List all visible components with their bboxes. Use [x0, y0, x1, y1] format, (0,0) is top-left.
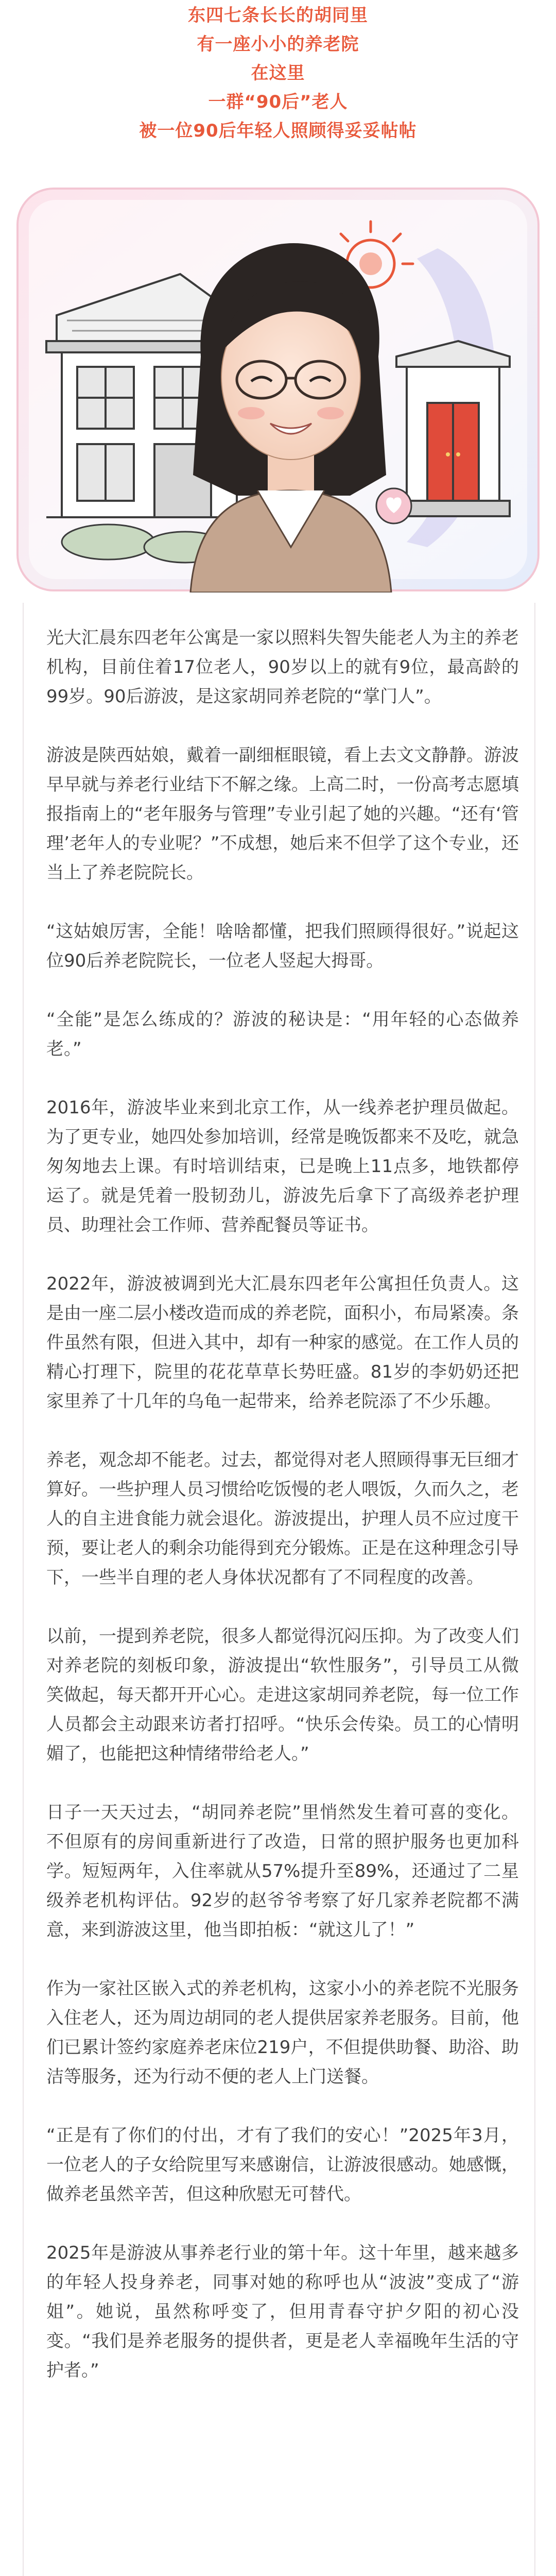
heart-icon: [376, 488, 411, 523]
hero-illustration: [15, 187, 541, 592]
intro-line: 在这里: [251, 63, 305, 83]
article-paragraph: 2016年，游波毕业来到北京工作，从一线养老护理员做起。为了更专业，她四处参加培训，经常是晚饭都来不及吃，就急匆匆地去上课。有时培训结束，已是晚上11点多，地铁都停运了。就是凭着一股韧劲儿，游波先后拿下了高级养老护理员、助理社会工作师、营养配餐员等证书。: [46, 1097, 519, 1235]
intro-line: 东四七条长长的胡同里: [188, 5, 368, 26]
article-paragraph: 日子一天天过去，“胡同养老院”里悄然发生着可喜的变化。不但原有的房间重新进行了改造，日常的照护服务也更加科学。短短两年，入住率就从57%提升至89%，还通过了二星级养老机构评估。92岁的赵爷爷考察了好几家养老院都不满意，来到游波这里，他当即拍板：“就这儿了！”: [46, 1802, 519, 1940]
article-body: [23, 603, 535, 2576]
article-paragraph: 以前，一提到养老院，很多人都觉得沉闷压抑。为了改变人们对养老院的刻板印象，游波提出“软性服务”，引导员工从微笑做起，每天都开开心心。走进这家胡同养老院，每一位工作人员都会主动跟来访者打招呼。“快乐会传染。员工的心情明媚了，也能把这种情绪带给老人。”: [46, 1626, 519, 1764]
article-paragraph: 光大汇晨东四老年公寓是一家以照料失智失能老人为主的养老机构，目前住着17位老人，90岁以上的就有9位，最高龄的99岁。90后游波，是这家胡同养老院的“掌门人”。: [46, 628, 519, 707]
article-paragraph: “正是有了你们的付出，才有了我们的安心！”2025年3月，一位老人的子女给院里写来感谢信，让游波很感动。她感慨，做养老虽然辛苦，但这种欣慰无可替代。: [46, 2125, 519, 2205]
intro-block: [0, 0, 556, 170]
article-paragraph: 2025年是游波从事养老行业的第十年。这十年里，越来越多的年轻人投身养老，同事对她的称呼也从“波波”变成了“游姐”。她说，虽然称呼变了，但用青春守护夕阳的初心没变。“我们是养老服务的提供者，更是老人幸福晚年生活的守护者。”: [46, 2243, 519, 2381]
illustration-svg: [15, 187, 541, 592]
intro-line: 被一位90后年轻人照顾得妥妥帖帖: [139, 121, 417, 141]
intro-line: 有一座小小的养老院: [197, 34, 359, 55]
portrait-illustration: [190, 243, 391, 592]
article-paragraph: 养老，观念却不能老。过去，都觉得对老人照顾得事无巨细才算好。一些护理人员习惯给吃饭慢的老人喂饭，久而久之，老人的自主进食能力就会退化。游波提出，护理人员不应过度干预，要让老人的剩余功能得到充分锻炼。正是在这种理念引导下，一些半自理的老人身体状况都有了不同程度的改善。: [46, 1450, 519, 1588]
article-paragraph: “全能”是怎么练成的？游波的秘诀是：“用年轻的心态做养老。”: [46, 1009, 519, 1059]
article-paragraph: “这姑娘厉害，全能！啥啥都懂，把我们照顾得很好。”说起这位90后养老院院长，一位老人竖起大拇哥。: [46, 921, 519, 971]
gate-illustration: [396, 341, 510, 516]
article-paragraph: 作为一家社区嵌入式的养老机构，这家小小的养老院不光服务入住老人，还为周边胡同的老人提供居家养老服务。目前，他们已累计签约家庭养老床位219户，不但提供助餐、助浴、助洁等服务，还为行动不便的老人上门送餐。: [46, 1978, 519, 2087]
intro-line: 一群“90后”老人: [208, 92, 348, 112]
article-paragraph: 游波是陕西姑娘，戴着一副细框眼镜，看上去文文静静。游波早早就与养老行业结下不解之缘。上高二时，一份高考志愿填报指南上的“老年服务与管理”专业引起了她的兴趣。“还有‘管理’老年人的专业呢？”不成想，她后来不但学了这个专业，还当上了养老院院长。: [46, 745, 519, 883]
article-paragraph: 2022年，游波被调到光大汇晨东四老年公寓担任负责人。这是由一座二层小楼改造而成的养老院，面积小，布局紧凑。条件虽然有限，但进入其中，却有一种家的感觉。在工作人员的精心打理下，院里的花花草草长势旺盛。81岁的李奶奶还把家里养了十几年的乌龟一起带来，给养老院添了不少乐趣。: [46, 1274, 519, 1412]
